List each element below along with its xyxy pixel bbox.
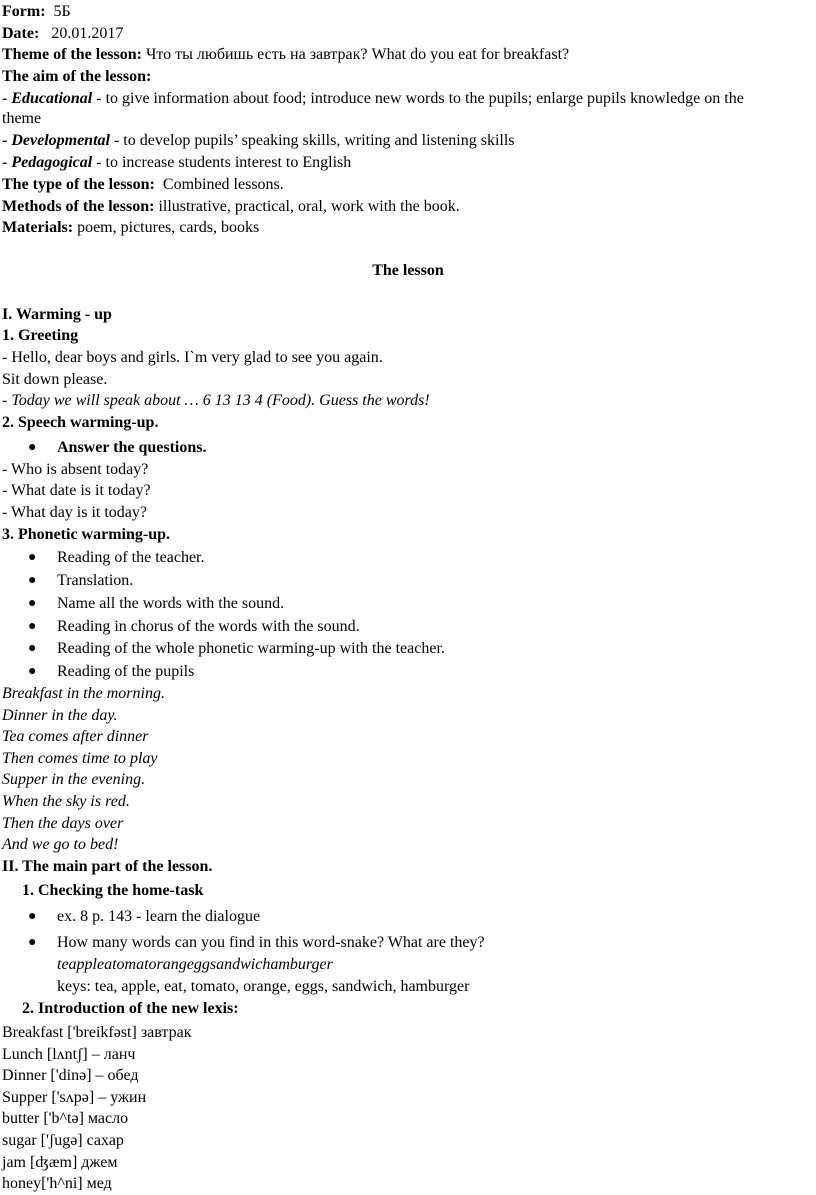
aim-developmental-label: Developmental bbox=[11, 132, 110, 149]
poem-line-3: Tea comes after dinner bbox=[2, 728, 149, 745]
main-title: II. The main part of the lesson. bbox=[2, 858, 213, 875]
phonetic-item-5: Reading of the whole phonetic warming-up with the teacher. bbox=[57, 640, 445, 657]
type-value: Combined lessons. bbox=[162, 176, 284, 193]
type-line bbox=[2, 175, 284, 195]
bullet-icon: ● bbox=[28, 596, 37, 611]
aim-pedagogical-label: Pedagogical bbox=[11, 154, 93, 171]
phonetic-item-4: Reading in chorus of the words with the sound. bbox=[57, 618, 360, 635]
theme-value: Что ты любишь есть на завтрак? What do you eat for breakfast? bbox=[145, 46, 570, 63]
phonetic-title: 3. Phonetic warming-up. bbox=[2, 526, 170, 543]
poem-line-5: Supper in the evening. bbox=[2, 771, 146, 788]
word-snake: teappleatomatorangeggsandwichamburger bbox=[57, 956, 333, 973]
word-snake-keys: keys: tea, apple, eat, tomato, orange, eggs, sandwich, hamburger bbox=[57, 978, 470, 995]
theme-label: Theme of the lesson: bbox=[2, 46, 142, 63]
greeting-line-1: - Hello, dear boys and girls. I`m very glad to see you again. bbox=[2, 349, 383, 366]
poem-line-7: Then the days over bbox=[2, 815, 124, 832]
greeting-title: 1. Greeting bbox=[2, 327, 79, 344]
type-label: The type of the lesson: bbox=[2, 176, 155, 193]
aim-educational: - Educational - to give information about food; introduce new words to the pupils; enlarge pupils knowledge on the theme bbox=[2, 90, 744, 127]
bullet-icon: ● bbox=[28, 641, 37, 656]
methods-line bbox=[2, 197, 460, 217]
greeting-line-2: Sit down please. bbox=[2, 371, 108, 388]
form-label: Form: bbox=[2, 3, 46, 20]
phonetic-item-3: Name all the words with the sound. bbox=[57, 595, 285, 612]
materials-line bbox=[2, 218, 259, 238]
phonetic-item-6: Reading of the pupils bbox=[57, 663, 195, 680]
bullet-icon: ● bbox=[28, 664, 37, 679]
lexis-item: butter ['b^tə] масло bbox=[2, 1110, 129, 1127]
lexis-item: Dinner ['dinə] – обед bbox=[2, 1067, 139, 1084]
bullet-icon: ● bbox=[28, 550, 37, 565]
home-task-item-1: ex. 8 p. 143 - learn the dialogue bbox=[57, 908, 261, 925]
poem-line-2: Dinner in the day. bbox=[2, 707, 118, 724]
date-label: Date: bbox=[2, 25, 40, 42]
aim-pedagogical: - Pedagogical - to increase students interest to English bbox=[2, 154, 352, 171]
lexis-item: Breakfast ['breikfəst] завтрак bbox=[2, 1024, 192, 1041]
lexis-title: 2. Introduction of the new lexis: bbox=[22, 1000, 239, 1017]
aim-educational-label: Educational bbox=[11, 90, 93, 107]
aim-heading: The aim of the lesson: bbox=[2, 68, 152, 85]
speech-bullet: Answer the questions. bbox=[57, 439, 207, 456]
lexis-item: honey['h^ni] мед bbox=[2, 1175, 112, 1192]
aim-developmental: - Developmental - to develop pupils’ speaking skills, writing and listening skills bbox=[2, 132, 515, 149]
date-line bbox=[2, 24, 123, 44]
lexis-item: Lunch [lʌntʃ] – ланч bbox=[2, 1046, 136, 1063]
poem-line-6: When the sky is red. bbox=[2, 793, 130, 810]
question-2: - What date is it today? bbox=[2, 482, 151, 499]
guess-line: - Today we will speak about … 6 13 13 4 (Food). Guess the words! bbox=[2, 392, 430, 409]
poem-line-4: Then comes time to play bbox=[2, 750, 158, 767]
materials-label: Materials: bbox=[2, 219, 74, 236]
theme-line bbox=[2, 45, 569, 65]
aim-pedagogical-text: - to increase students interest to English bbox=[92, 154, 352, 171]
bullet-icon: ● bbox=[28, 935, 37, 950]
lesson-title: The lesson bbox=[372, 262, 444, 279]
poem-line-8: And we go to bed! bbox=[2, 836, 119, 853]
bullet-icon: ● bbox=[28, 909, 37, 924]
lexis-item: Supper ['sʌpə] – ужин bbox=[2, 1089, 147, 1106]
date-value: 20.01.2017 bbox=[51, 25, 124, 42]
phonetic-item-1: Reading of the teacher. bbox=[57, 549, 205, 566]
poem-line-1: Breakfast in the morning. bbox=[2, 685, 165, 702]
form-line bbox=[2, 2, 71, 22]
methods-value: illustrative, practical, oral, work with the book. bbox=[158, 198, 460, 215]
materials-value: poem, pictures, cards, books bbox=[77, 219, 260, 236]
methods-label: Methods of the lesson: bbox=[2, 198, 155, 215]
form-value: 5Б bbox=[53, 3, 71, 20]
phonetic-item-2: Translation. bbox=[57, 572, 134, 589]
speech-title: 2. Speech warming-up. bbox=[2, 414, 159, 431]
bullet-icon: ● bbox=[28, 440, 37, 455]
home-task-title: 1. Checking the home-task bbox=[22, 882, 204, 899]
bullet-icon: ● bbox=[28, 573, 37, 588]
question-1: - Who is absent today? bbox=[2, 461, 149, 478]
lexis-item: sugar ['ʃugə] сахар bbox=[2, 1132, 124, 1149]
aim-educational-text: - to give information about food; introduce new words to the pupils; enlarge pupils knowledge on the theme bbox=[2, 90, 744, 127]
warming-title: I. Warming - up bbox=[2, 306, 112, 323]
lexis-item: jam [ʤæm] джем bbox=[2, 1154, 118, 1171]
bullet-icon: ● bbox=[28, 619, 37, 634]
question-3: - What day is it today? bbox=[2, 504, 147, 521]
aim-developmental-text: - to develop pupils’ speaking skills, writing and listening skills bbox=[109, 132, 515, 149]
home-task-item-2: How many words can you find in this word-snake? What are they? bbox=[57, 934, 485, 951]
